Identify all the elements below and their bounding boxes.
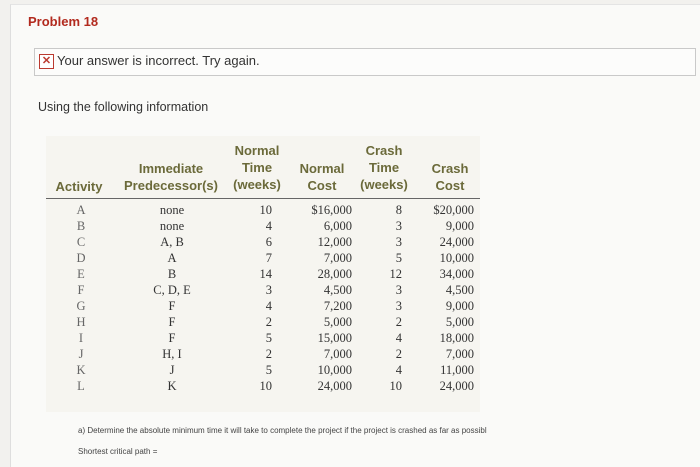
- activity-cell: B: [76, 219, 86, 233]
- crash-cost-cell: 5,000: [445, 315, 474, 329]
- predecessor-cell: F: [168, 315, 176, 329]
- normal-cost-cell: 7,200: [323, 299, 352, 313]
- column-predecessors: [142, 202, 202, 394]
- normal-cost-cell: 4,500: [323, 283, 352, 297]
- crash-time-cell: 8: [395, 203, 402, 217]
- crash-cost-cell: 10,000: [439, 251, 474, 265]
- crash-cost-cell: 11,000: [440, 363, 474, 377]
- activity-cell: E: [77, 267, 85, 281]
- crash-time-cell: 4: [395, 331, 402, 345]
- crash-time-cell: 2: [395, 347, 402, 361]
- activity-cell: K: [76, 363, 86, 377]
- crash-time-cell: 3: [395, 283, 402, 297]
- predecessor-cell: C, D, E: [153, 283, 191, 297]
- problem-title: Problem 18: [28, 14, 99, 29]
- crash-time-cell: 10: [389, 379, 402, 393]
- normal-time-cell: 2: [265, 315, 272, 329]
- predecessor-cell: F: [168, 331, 176, 345]
- crash-time-cell: 5: [395, 251, 402, 265]
- normal-time-cell: 7: [265, 251, 272, 265]
- predecessor-cell: none: [159, 219, 185, 233]
- header-activity: Activity: [55, 179, 103, 194]
- normal-time-cell: 14: [259, 267, 272, 281]
- crash-time-cell: 3: [395, 235, 402, 249]
- activity-cell: C: [76, 235, 86, 249]
- activity-table: [46, 136, 480, 412]
- normal-cost-cell: 5,000: [323, 315, 352, 329]
- crash-cost-cell: 34,000: [439, 267, 474, 281]
- crash-cost-cell: 24,000: [439, 379, 474, 393]
- column-crash-time: [368, 202, 402, 394]
- crash-time-cell: 3: [395, 299, 402, 313]
- crash-cost-cell: 7,000: [445, 347, 474, 361]
- x-icon: ✕: [39, 54, 54, 69]
- predecessor-cell: A: [167, 251, 177, 265]
- normal-time-cell: 5: [265, 331, 272, 345]
- crash-cost-cell: 24,000: [439, 235, 474, 249]
- activity-cell: H: [76, 315, 86, 329]
- normal-cost-cell: 24,000: [317, 379, 352, 393]
- normal-time-cell: 4: [265, 219, 272, 233]
- crash-cost-cell: 4,500: [445, 283, 474, 297]
- normal-cost-cell: 7,000: [323, 347, 352, 361]
- crash-time-cell: 3: [395, 219, 402, 233]
- predecessor-cell: none: [159, 203, 185, 217]
- feedback-message: Your answer is incorrect. Try again.: [57, 53, 260, 68]
- crash-time-cell: 4: [395, 363, 402, 377]
- normal-cost-cell: $16,000: [311, 203, 352, 217]
- normal-cost-cell: 10,000: [317, 363, 352, 377]
- activity-cell: D: [76, 251, 86, 265]
- shortest-path-label: Shortest critical path =: [78, 447, 158, 456]
- normal-time-cell: 6: [265, 235, 272, 249]
- feedback-box: [34, 48, 696, 76]
- activity-cell: J: [78, 347, 84, 361]
- predecessor-cell: H, I: [162, 347, 182, 361]
- predecessor-cell: J: [169, 363, 175, 377]
- activity-cell: F: [77, 283, 85, 297]
- header-predecessor: Immediate Predecessor(s): [124, 161, 218, 193]
- question-a: a) Determine the absolute minimum time it will take to complete the project if the project is crashed as far as possibl: [78, 426, 487, 435]
- normal-time-cell: 4: [265, 299, 272, 313]
- header-crash-cost: Crash Cost: [431, 161, 469, 193]
- predecessor-cell: K: [167, 379, 177, 393]
- normal-cost-cell: 15,000: [317, 331, 352, 345]
- crash-cost-cell: $20,000: [433, 203, 474, 217]
- activity-cell: A: [76, 203, 86, 217]
- normal-time-cell: 5: [265, 363, 272, 377]
- activity-cell: G: [76, 299, 86, 313]
- predecessor-cell: A, B: [160, 235, 184, 249]
- normal-cost-cell: 6,000: [323, 219, 352, 233]
- column-activity: [72, 202, 90, 394]
- header-crash-time: Crash Time (weeks): [360, 143, 408, 192]
- normal-time-cell: 10: [259, 379, 272, 393]
- normal-time-cell: 2: [265, 347, 272, 361]
- header-rule: [46, 198, 480, 199]
- normal-cost-cell: 12,000: [317, 235, 352, 249]
- predecessor-cell: B: [167, 267, 177, 281]
- crash-cost-cell: 9,000: [445, 299, 474, 313]
- predecessor-cell: F: [168, 299, 176, 313]
- header-normal-time: Normal Time (weeks): [233, 143, 281, 192]
- column-crash-cost: [408, 202, 474, 394]
- crash-time-cell: 12: [389, 267, 402, 281]
- activity-cell: L: [77, 379, 85, 393]
- normal-cost-cell: 28,000: [317, 267, 352, 281]
- activity-cell: I: [78, 331, 84, 345]
- header-normal-cost: Normal Cost: [299, 161, 345, 193]
- crash-cost-cell: 9,000: [445, 219, 474, 233]
- normal-cost-cell: 7,000: [323, 251, 352, 265]
- normal-time-cell: 10: [259, 203, 272, 217]
- column-normal-time: [242, 202, 272, 394]
- crash-time-cell: 2: [395, 315, 402, 329]
- column-normal-cost: [296, 202, 352, 394]
- normal-time-cell: 3: [265, 283, 272, 297]
- crash-cost-cell: 18,000: [439, 331, 474, 345]
- intro-text: Using the following information: [38, 100, 209, 114]
